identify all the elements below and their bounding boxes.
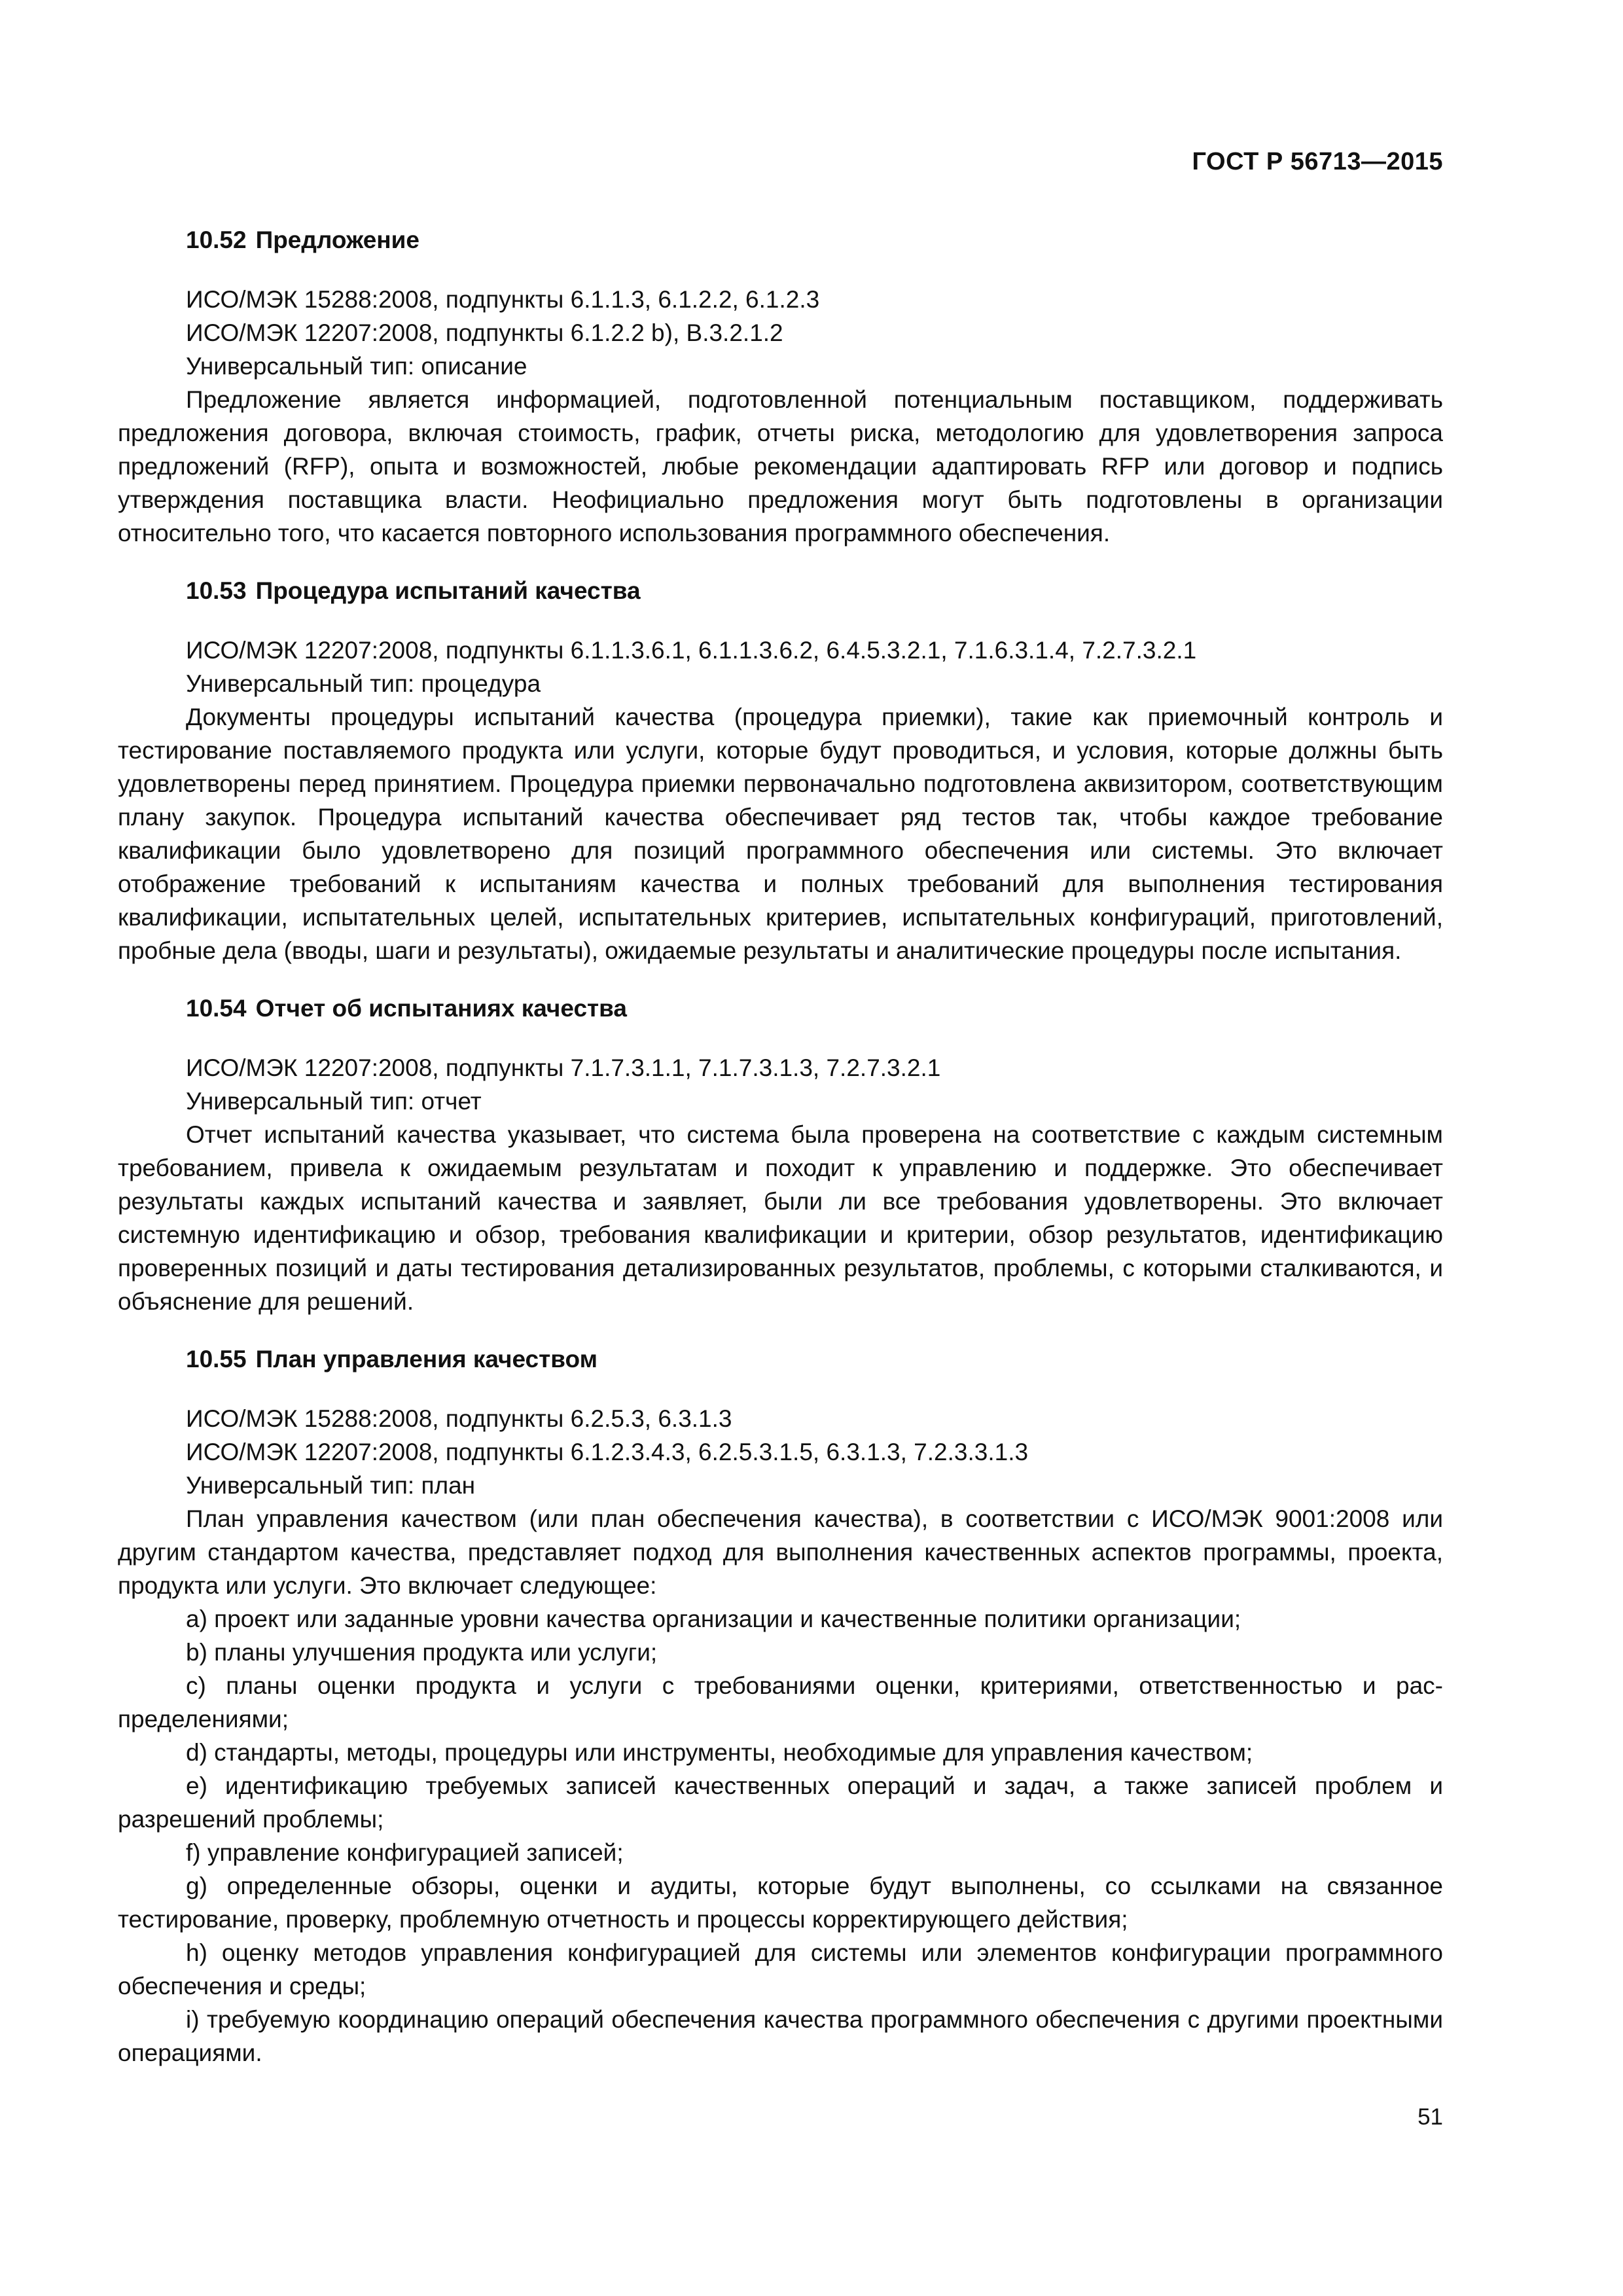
reference-line: ИСО/МЭК 12207:2008, подпункты 6.1.2.2 b), B.3.2.1.2 (186, 319, 783, 346)
section-number: 10.52 (186, 226, 247, 253)
section-text: Документы процедуры испытаний качества (процедура приемки), такие как приемочный контроль и тестирование поставляемого продукта или услуги, которые будут проводиться, и условия, которые должны быть удовлетворены перед принятием. Процедура приемки первоначально подготовлена аквизитором, соответствующим плану закупок. Процедура испытаний качества обеспечивает ряд тестов так, чтобы каждое требование квалификации было удовлетворено для позиций программного обеспечения или системы. Это включает отображение требований к испытаниям качества и полных требований для выполнения тестирования квалификации, испытательных целей, испытательных критериев, испытательных конфигураций, приготовлений, пробные дела (вводы, шаги и результаты), ожидаемые результаты и аналитические процедуры после испытания. (118, 704, 1443, 964)
reference-line: ИСО/МЭК 15288:2008, подпункты 6.1.1.3, 6.1.2.2, 6.1.2.3 (186, 286, 820, 313)
list-item: c) планы оценки продукта и услуги с требованиями оценки, критериями, ответственностью и распределениями; (118, 1672, 1443, 1732)
section-title: Предложение (255, 226, 419, 253)
section-heading (186, 223, 1443, 258)
section-number: 10.54 (186, 995, 247, 1022)
list-item: g) определенные обзоры, оценки и аудиты, которые будут выполнены, со ссылками на связанное тестирование, проверку, проблемную отчетность и процессы корректирующего действия; (118, 1873, 1443, 1933)
universal-type: Универсальный тип: отчет (186, 1088, 482, 1115)
reference-line: ИСО/МЭК 12207:2008, подпункты 6.1.2.3.4.3, 6.2.5.3.1.5, 6.3.1.3, 7.2.3.3.1.3 (186, 1439, 1029, 1465)
section-text: Предложение является информацией, подготовленной потенциальным поставщиком, поддерживать предложения договора, включая стоимость, график, отчеты риска, методологию для удовлетворения запроса предложений (RFP), опыта и возможностей, любые рекомендации адаптировать RFP или договор и подпись утверждения поставщика власти. Неофициально предложения могут быть подготовлены в организации относительно того, что касается повторного использования программного обеспечения. (118, 386, 1443, 547)
document-page (118, 0, 1443, 2296)
universal-type: Универсальный тип: описание (186, 353, 527, 380)
section-text: План управления качеством (или план обеспечения качества), в соответствии с ИСО/МЭК 9001:2008 или другим стандартом качества, представляет подход для выполнения качественных аспектов программы, проекта, продукта или услуги. Это включает следующее: (118, 1505, 1443, 1599)
reference-line: ИСО/МЭК 12207:2008, подпункты 6.1.1.3.6.1, 6.1.1.3.6.2, 6.4.5.3.2.1, 7.1.6.3.1.4, 7.2.7.3.2.1 (186, 637, 1197, 664)
section-heading (186, 991, 1443, 1026)
section-10-53 (118, 573, 1443, 967)
section-heading (186, 1342, 1443, 1377)
universal-type: Универсальный тип: процедура (186, 670, 541, 697)
section-title: Процедура испытаний качества (255, 577, 641, 604)
section-10-54 (118, 991, 1443, 1318)
list-item: f) управление конфигурацией записей; (186, 1839, 624, 1866)
section-title: План управления качеством (255, 1346, 598, 1372)
list-item: h) оценку методов управления конфигурацией для системы или элементов конфигурации программного обеспечения и среды; (118, 1939, 1443, 2000)
document-code: ГОСТ Р 56713—2015 (1192, 148, 1443, 175)
page-number: 51 (1418, 2104, 1443, 2130)
list-item: b) планы улучшения продукта или услуги; (186, 1639, 658, 1666)
section-heading (186, 573, 1443, 609)
reference-line: ИСО/МЭК 12207:2008, подпункты 7.1.7.3.1.1, 7.1.7.3.1.3, 7.2.7.3.2.1 (186, 1054, 941, 1081)
list-item: a) проект или заданные уровни качества организации и качественные политики организации; (186, 1605, 1241, 1632)
universal-type: Универсальный тип: план (186, 1472, 476, 1499)
section-text: Отчет испытаний качества указывает, что система была проверена на соответствие с каждым системным требованием, привела к ожидаемым результатам и походит к управлению и поддержке. Это обеспечивает результаты каждых испытаний качества и заявляет, были ли все требования удовлетворены. Это включает системную идентификацию и обзор, требования квалификации и критерии, обзор результатов, идентификацию проверенных позиций и даты тестирования детализированных результатов, проблемы, с которыми сталкиваются, и объяснение для решений. (118, 1121, 1443, 1315)
document-body (118, 223, 1443, 2070)
section-10-52 (118, 223, 1443, 550)
list-item: e) идентификацию требуемых записей качественных операций и задач, а также записей проблем и разрешений проблемы; (118, 1772, 1443, 1833)
list-item: d) стандарты, методы, процедуры или инструменты, необходимые для управления качеством; (186, 1739, 1253, 1766)
section-number: 10.55 (186, 1346, 247, 1372)
section-10-55 (118, 1342, 1443, 2070)
section-title: Отчет об испытаниях качества (255, 995, 627, 1022)
list-item: i) требуемую координацию операций обеспечения качества программного обеспечения с другими проектными операциями. (118, 2006, 1443, 2066)
section-number: 10.53 (186, 577, 247, 604)
reference-line: ИСО/МЭК 15288:2008, подпункты 6.2.5.3, 6.3.1.3 (186, 1405, 732, 1432)
